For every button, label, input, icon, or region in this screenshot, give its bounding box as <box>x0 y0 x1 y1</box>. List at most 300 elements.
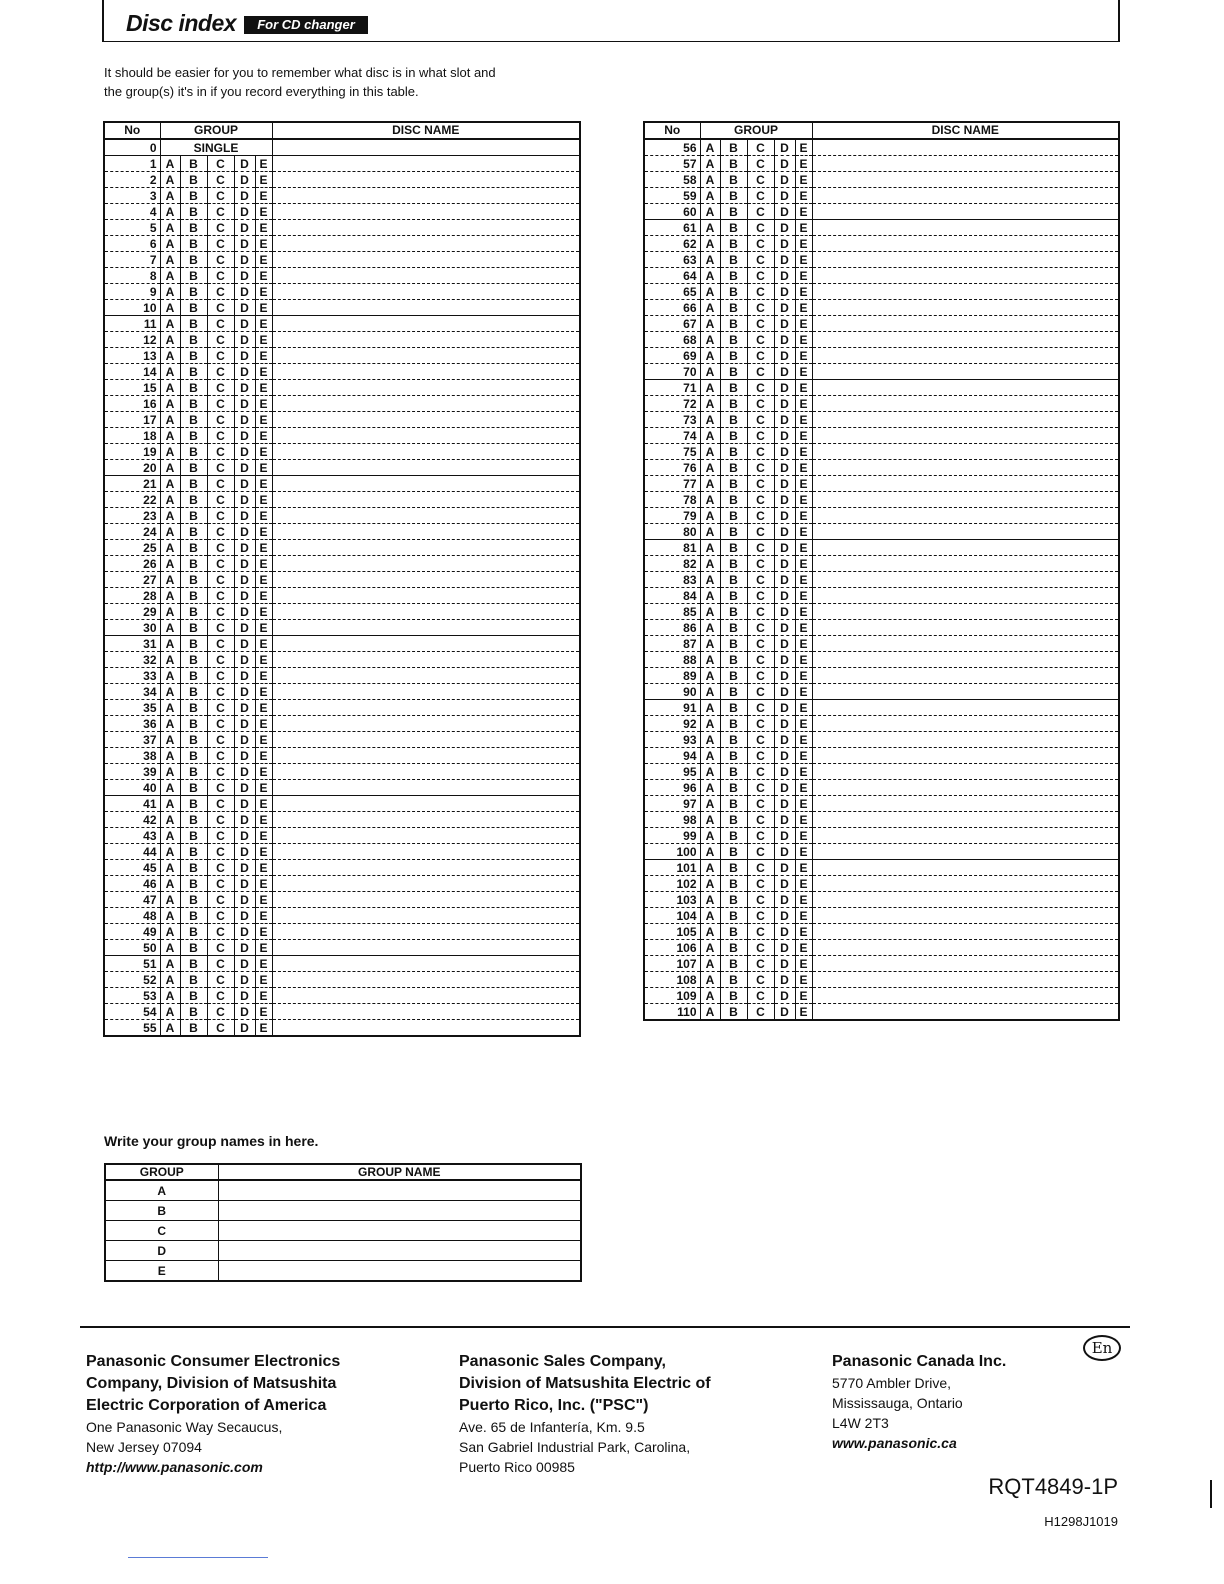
disc-name-cell[interactable] <box>272 620 580 636</box>
group-d-checkbox[interactable]: D <box>774 460 795 476</box>
disc-name-cell[interactable] <box>812 396 1119 412</box>
group-b-checkbox[interactable]: B <box>180 940 207 956</box>
group-b-checkbox[interactable]: B <box>720 684 747 700</box>
group-d-checkbox[interactable]: D <box>774 908 795 924</box>
group-c-checkbox[interactable]: C <box>207 956 234 972</box>
group-b-checkbox[interactable]: B <box>720 492 747 508</box>
group-c-checkbox[interactable]: C <box>747 348 774 364</box>
group-c-checkbox[interactable]: C <box>747 956 774 972</box>
group-e-checkbox[interactable]: E <box>795 988 812 1004</box>
group-e-checkbox[interactable]: E <box>255 220 272 236</box>
group-c-checkbox[interactable]: C <box>747 236 774 252</box>
group-e-checkbox[interactable]: E <box>255 748 272 764</box>
group-b-checkbox[interactable]: B <box>720 732 747 748</box>
group-e-checkbox[interactable]: E <box>255 636 272 652</box>
disc-name-cell[interactable] <box>272 220 580 236</box>
group-a-checkbox[interactable]: A <box>700 908 720 924</box>
group-e-checkbox[interactable]: E <box>255 940 272 956</box>
disc-name-cell[interactable] <box>272 636 580 652</box>
group-c-checkbox[interactable]: C <box>747 828 774 844</box>
disc-name-cell[interactable] <box>812 460 1119 476</box>
group-c-checkbox[interactable]: C <box>747 188 774 204</box>
group-a-checkbox[interactable]: A <box>160 444 180 460</box>
group-b-checkbox[interactable]: B <box>180 908 207 924</box>
group-a-checkbox[interactable]: A <box>700 572 720 588</box>
group-d-checkbox[interactable]: D <box>234 604 255 620</box>
group-e-checkbox[interactable]: E <box>795 316 812 332</box>
group-c-checkbox[interactable]: C <box>747 268 774 284</box>
group-a-checkbox[interactable]: A <box>700 876 720 892</box>
group-d-checkbox[interactable]: D <box>774 684 795 700</box>
disc-name-cell[interactable] <box>812 380 1119 396</box>
group-c-checkbox[interactable]: C <box>747 876 774 892</box>
group-c-checkbox[interactable]: C <box>747 540 774 556</box>
group-a-checkbox[interactable]: A <box>700 316 720 332</box>
group-d-checkbox[interactable]: D <box>774 380 795 396</box>
group-c-checkbox[interactable]: C <box>747 604 774 620</box>
group-a-checkbox[interactable]: A <box>160 796 180 812</box>
disc-name-cell[interactable] <box>812 540 1119 556</box>
group-e-checkbox[interactable]: E <box>795 460 812 476</box>
group-b-checkbox[interactable]: B <box>720 460 747 476</box>
group-d-checkbox[interactable]: D <box>234 892 255 908</box>
group-b-checkbox[interactable]: B <box>180 812 207 828</box>
group-a-checkbox[interactable]: A <box>700 444 720 460</box>
disc-name-cell[interactable] <box>812 348 1119 364</box>
group-a-checkbox[interactable]: A <box>700 972 720 988</box>
group-b-checkbox[interactable]: B <box>180 572 207 588</box>
group-c-checkbox[interactable]: C <box>207 684 234 700</box>
group-e-checkbox[interactable]: E <box>255 300 272 316</box>
group-e-checkbox[interactable]: E <box>255 668 272 684</box>
group-d-checkbox[interactable]: D <box>774 796 795 812</box>
website-link[interactable]: www.panasonic.ca <box>832 1435 957 1451</box>
disc-name-cell[interactable] <box>272 908 580 924</box>
group-d-checkbox[interactable]: D <box>234 156 255 172</box>
group-a-checkbox[interactable]: A <box>700 620 720 636</box>
group-e-checkbox[interactable]: E <box>795 252 812 268</box>
group-b-checkbox[interactable]: B <box>720 892 747 908</box>
disc-name-cell[interactable] <box>272 508 580 524</box>
group-e-checkbox[interactable]: E <box>255 556 272 572</box>
group-b-checkbox[interactable]: B <box>180 668 207 684</box>
group-e-checkbox[interactable]: E <box>255 236 272 252</box>
group-d-checkbox[interactable]: D <box>234 188 255 204</box>
disc-name-cell[interactable] <box>812 204 1119 220</box>
group-a-checkbox[interactable]: A <box>160 412 180 428</box>
group-a-checkbox[interactable]: A <box>160 236 180 252</box>
group-b-checkbox[interactable]: B <box>720 828 747 844</box>
group-e-checkbox[interactable]: E <box>795 332 812 348</box>
disc-name-cell[interactable] <box>812 332 1119 348</box>
group-a-checkbox[interactable]: A <box>160 316 180 332</box>
group-b-checkbox[interactable]: B <box>720 748 747 764</box>
group-e-checkbox[interactable]: E <box>795 684 812 700</box>
group-e-checkbox[interactable]: E <box>795 268 812 284</box>
group-e-checkbox[interactable]: E <box>795 204 812 220</box>
group-d-checkbox[interactable]: D <box>774 300 795 316</box>
group-b-checkbox[interactable]: B <box>720 988 747 1004</box>
group-e-checkbox[interactable]: E <box>795 348 812 364</box>
disc-name-cell[interactable] <box>812 924 1119 940</box>
group-b-checkbox[interactable]: B <box>180 300 207 316</box>
group-e-checkbox[interactable]: E <box>255 796 272 812</box>
group-e-checkbox[interactable]: E <box>255 972 272 988</box>
group-a-checkbox[interactable]: A <box>700 236 720 252</box>
group-a-checkbox[interactable]: A <box>700 348 720 364</box>
group-b-checkbox[interactable]: B <box>720 700 747 716</box>
group-d-checkbox[interactable]: D <box>234 396 255 412</box>
group-b-checkbox[interactable]: B <box>180 844 207 860</box>
disc-name-cell[interactable] <box>272 492 580 508</box>
group-a-checkbox[interactable]: A <box>700 716 720 732</box>
group-e-checkbox[interactable]: E <box>795 748 812 764</box>
group-b-checkbox[interactable]: B <box>180 716 207 732</box>
group-c-checkbox[interactable]: C <box>207 236 234 252</box>
group-e-checkbox[interactable]: E <box>795 636 812 652</box>
group-e-checkbox[interactable]: E <box>795 139 812 156</box>
group-a-checkbox[interactable]: A <box>700 780 720 796</box>
disc-name-cell[interactable] <box>812 684 1119 700</box>
group-a-checkbox[interactable]: A <box>160 428 180 444</box>
group-a-checkbox[interactable]: A <box>160 956 180 972</box>
group-c-checkbox[interactable]: C <box>747 524 774 540</box>
disc-name-cell[interactable] <box>812 892 1119 908</box>
group-b-checkbox[interactable]: B <box>720 908 747 924</box>
group-c-checkbox[interactable]: C <box>207 380 234 396</box>
group-a-checkbox[interactable]: A <box>160 172 180 188</box>
disc-name-cell[interactable] <box>272 396 580 412</box>
group-d-checkbox[interactable]: D <box>234 732 255 748</box>
group-e-checkbox[interactable]: E <box>255 1020 272 1037</box>
group-c-checkbox[interactable]: C <box>207 348 234 364</box>
group-b-checkbox[interactable]: B <box>180 188 207 204</box>
disc-name-cell[interactable] <box>812 412 1119 428</box>
group-a-checkbox[interactable]: A <box>160 620 180 636</box>
group-e-checkbox[interactable]: E <box>795 412 812 428</box>
group-a-checkbox[interactable]: A <box>700 860 720 876</box>
disc-name-cell[interactable] <box>812 156 1119 172</box>
group-d-checkbox[interactable]: D <box>234 764 255 780</box>
group-d-checkbox[interactable]: D <box>774 348 795 364</box>
group-c-checkbox[interactable]: C <box>207 396 234 412</box>
group-d-checkbox[interactable]: D <box>774 844 795 860</box>
disc-name-cell[interactable] <box>272 476 580 492</box>
group-b-checkbox[interactable]: B <box>720 156 747 172</box>
group-b-checkbox[interactable]: B <box>720 412 747 428</box>
group-d-checkbox[interactable]: D <box>774 1004 795 1021</box>
group-c-checkbox[interactable]: C <box>747 780 774 796</box>
disc-name-cell[interactable] <box>272 444 580 460</box>
group-c-checkbox[interactable]: C <box>747 396 774 412</box>
group-d-checkbox[interactable]: D <box>234 652 255 668</box>
group-d-checkbox[interactable]: D <box>774 332 795 348</box>
disc-name-cell[interactable] <box>812 524 1119 540</box>
group-c-checkbox[interactable]: C <box>747 556 774 572</box>
disc-name-cell[interactable] <box>272 412 580 428</box>
disc-name-cell[interactable] <box>272 844 580 860</box>
group-d-checkbox[interactable]: D <box>774 284 795 300</box>
group-b-checkbox[interactable]: B <box>720 556 747 572</box>
group-e-checkbox[interactable]: E <box>795 524 812 540</box>
disc-name-cell[interactable] <box>812 572 1119 588</box>
group-d-checkbox[interactable]: D <box>234 1004 255 1020</box>
group-d-checkbox[interactable]: D <box>774 620 795 636</box>
group-a-checkbox[interactable]: A <box>160 364 180 380</box>
group-d-checkbox[interactable]: D <box>774 220 795 236</box>
group-b-checkbox[interactable]: B <box>720 636 747 652</box>
disc-name-cell[interactable] <box>812 588 1119 604</box>
disc-name-cell[interactable] <box>812 972 1119 988</box>
disc-name-cell[interactable] <box>272 316 580 332</box>
disc-name-cell[interactable] <box>812 636 1119 652</box>
group-a-checkbox[interactable]: A <box>160 460 180 476</box>
group-c-checkbox[interactable]: C <box>747 684 774 700</box>
group-e-checkbox[interactable]: E <box>255 988 272 1004</box>
group-d-checkbox[interactable]: D <box>774 700 795 716</box>
group-a-checkbox[interactable]: A <box>160 908 180 924</box>
group-e-checkbox[interactable]: E <box>795 828 812 844</box>
group-e-checkbox[interactable]: E <box>795 540 812 556</box>
group-d-checkbox[interactable]: D <box>234 924 255 940</box>
group-a-checkbox[interactable]: A <box>700 764 720 780</box>
group-b-checkbox[interactable]: B <box>720 364 747 380</box>
group-e-checkbox[interactable]: E <box>255 764 272 780</box>
group-b-checkbox[interactable]: B <box>720 284 747 300</box>
group-e-checkbox[interactable]: E <box>795 364 812 380</box>
disc-name-cell[interactable] <box>812 764 1119 780</box>
group-c-checkbox[interactable]: C <box>747 572 774 588</box>
group-d-checkbox[interactable]: D <box>774 508 795 524</box>
group-d-checkbox[interactable]: D <box>234 668 255 684</box>
group-c-checkbox[interactable]: C <box>747 316 774 332</box>
group-a-checkbox[interactable]: A <box>160 844 180 860</box>
group-c-checkbox[interactable]: C <box>207 908 234 924</box>
disc-name-cell[interactable] <box>812 716 1119 732</box>
group-a-checkbox[interactable]: A <box>160 732 180 748</box>
group-b-checkbox[interactable]: B <box>720 796 747 812</box>
group-a-checkbox[interactable]: A <box>700 300 720 316</box>
disc-name-cell[interactable] <box>812 812 1119 828</box>
group-d-checkbox[interactable]: D <box>774 396 795 412</box>
group-e-checkbox[interactable]: E <box>795 796 812 812</box>
group-e-checkbox[interactable]: E <box>795 444 812 460</box>
disc-name-cell[interactable] <box>272 684 580 700</box>
group-d-checkbox[interactable]: D <box>234 956 255 972</box>
group-e-checkbox[interactable]: E <box>795 1004 812 1021</box>
group-c-checkbox[interactable]: C <box>747 284 774 300</box>
group-d-checkbox[interactable]: D <box>774 139 795 156</box>
group-b-checkbox[interactable]: B <box>720 620 747 636</box>
disc-name-cell[interactable] <box>812 172 1119 188</box>
group-d-checkbox[interactable]: D <box>234 876 255 892</box>
group-a-checkbox[interactable]: A <box>160 524 180 540</box>
group-e-checkbox[interactable]: E <box>255 492 272 508</box>
group-d-checkbox[interactable]: D <box>234 284 255 300</box>
group-d-checkbox[interactable]: D <box>774 156 795 172</box>
group-name-cell[interactable] <box>218 1221 581 1241</box>
group-a-checkbox[interactable]: A <box>700 139 720 156</box>
group-a-checkbox[interactable]: A <box>700 812 720 828</box>
group-a-checkbox[interactable]: A <box>160 1020 180 1037</box>
group-d-checkbox[interactable]: D <box>774 716 795 732</box>
group-d-checkbox[interactable]: D <box>774 636 795 652</box>
group-c-checkbox[interactable]: C <box>207 732 234 748</box>
group-a-checkbox[interactable]: A <box>160 684 180 700</box>
group-e-checkbox[interactable]: E <box>255 908 272 924</box>
group-a-checkbox[interactable]: A <box>160 876 180 892</box>
group-d-checkbox[interactable]: D <box>774 860 795 876</box>
group-e-checkbox[interactable]: E <box>795 300 812 316</box>
group-d-checkbox[interactable]: D <box>774 956 795 972</box>
group-c-checkbox[interactable]: C <box>747 588 774 604</box>
disc-name-cell[interactable] <box>812 508 1119 524</box>
disc-name-cell[interactable] <box>272 156 580 172</box>
group-d-checkbox[interactable]: D <box>234 300 255 316</box>
group-d-checkbox[interactable]: D <box>234 588 255 604</box>
group-d-checkbox[interactable]: D <box>234 1020 255 1037</box>
group-c-checkbox[interactable]: C <box>207 284 234 300</box>
group-e-checkbox[interactable]: E <box>795 972 812 988</box>
group-e-checkbox[interactable]: E <box>795 508 812 524</box>
group-a-checkbox[interactable]: A <box>160 588 180 604</box>
group-b-checkbox[interactable]: B <box>180 652 207 668</box>
group-c-checkbox[interactable]: C <box>747 412 774 428</box>
group-e-checkbox[interactable]: E <box>255 604 272 620</box>
group-e-checkbox[interactable]: E <box>255 252 272 268</box>
group-d-checkbox[interactable]: D <box>234 860 255 876</box>
group-b-checkbox[interactable]: B <box>180 428 207 444</box>
disc-name-cell[interactable] <box>812 476 1119 492</box>
group-b-checkbox[interactable]: B <box>180 988 207 1004</box>
group-d-checkbox[interactable]: D <box>774 204 795 220</box>
disc-name-cell[interactable] <box>272 876 580 892</box>
group-e-checkbox[interactable]: E <box>795 556 812 572</box>
group-a-checkbox[interactable]: A <box>160 396 180 412</box>
group-e-checkbox[interactable]: E <box>795 908 812 924</box>
disc-name-cell[interactable] <box>812 876 1119 892</box>
group-e-checkbox[interactable]: E <box>255 172 272 188</box>
group-c-checkbox[interactable]: C <box>207 172 234 188</box>
group-a-checkbox[interactable]: A <box>700 204 720 220</box>
group-e-checkbox[interactable]: E <box>255 716 272 732</box>
group-a-checkbox[interactable]: A <box>160 492 180 508</box>
group-d-checkbox[interactable]: D <box>234 428 255 444</box>
group-c-checkbox[interactable]: C <box>747 652 774 668</box>
disc-name-cell[interactable] <box>812 748 1119 764</box>
group-c-checkbox[interactable]: C <box>747 748 774 764</box>
group-c-checkbox[interactable]: C <box>207 1004 234 1020</box>
group-b-checkbox[interactable]: B <box>720 588 747 604</box>
group-d-checkbox[interactable]: D <box>774 428 795 444</box>
group-e-checkbox[interactable]: E <box>255 924 272 940</box>
group-d-checkbox[interactable]: D <box>234 716 255 732</box>
disc-name-cell[interactable] <box>812 139 1119 156</box>
group-b-checkbox[interactable]: B <box>180 412 207 428</box>
group-a-checkbox[interactable]: A <box>160 204 180 220</box>
group-c-checkbox[interactable]: C <box>207 716 234 732</box>
group-b-checkbox[interactable]: B <box>180 508 207 524</box>
group-b-checkbox[interactable]: B <box>720 396 747 412</box>
group-c-checkbox[interactable]: C <box>747 476 774 492</box>
group-d-checkbox[interactable]: D <box>234 220 255 236</box>
group-c-checkbox[interactable]: C <box>207 1020 234 1037</box>
group-c-checkbox[interactable]: C <box>207 844 234 860</box>
disc-name-cell[interactable] <box>812 780 1119 796</box>
group-c-checkbox[interactable]: C <box>747 764 774 780</box>
group-e-checkbox[interactable]: E <box>795 156 812 172</box>
disc-name-cell[interactable] <box>812 300 1119 316</box>
group-d-checkbox[interactable]: D <box>774 588 795 604</box>
group-a-checkbox[interactable]: A <box>700 940 720 956</box>
disc-name-cell[interactable] <box>272 956 580 972</box>
group-b-checkbox[interactable]: B <box>720 956 747 972</box>
group-a-checkbox[interactable]: A <box>700 828 720 844</box>
group-d-checkbox[interactable]: D <box>774 412 795 428</box>
group-c-checkbox[interactable]: C <box>207 652 234 668</box>
disc-name-cell[interactable] <box>812 956 1119 972</box>
group-e-checkbox[interactable]: E <box>795 620 812 636</box>
group-c-checkbox[interactable]: C <box>207 940 234 956</box>
group-b-checkbox[interactable]: B <box>720 220 747 236</box>
group-c-checkbox[interactable]: C <box>747 892 774 908</box>
group-d-checkbox[interactable]: D <box>234 796 255 812</box>
group-c-checkbox[interactable]: C <box>207 700 234 716</box>
group-e-checkbox[interactable]: E <box>255 508 272 524</box>
group-d-checkbox[interactable]: D <box>234 540 255 556</box>
group-c-checkbox[interactable]: C <box>207 780 234 796</box>
group-e-checkbox[interactable]: E <box>795 284 812 300</box>
disc-name-cell[interactable] <box>812 188 1119 204</box>
group-d-checkbox[interactable]: D <box>234 460 255 476</box>
group-b-checkbox[interactable]: B <box>180 380 207 396</box>
group-a-checkbox[interactable]: A <box>160 1004 180 1020</box>
group-b-checkbox[interactable]: B <box>720 668 747 684</box>
group-e-checkbox[interactable]: E <box>255 956 272 972</box>
group-b-checkbox[interactable]: B <box>720 860 747 876</box>
group-a-checkbox[interactable]: A <box>160 652 180 668</box>
group-d-checkbox[interactable]: D <box>234 556 255 572</box>
group-d-checkbox[interactable]: D <box>774 252 795 268</box>
group-e-checkbox[interactable]: E <box>795 652 812 668</box>
group-a-checkbox[interactable]: A <box>700 892 720 908</box>
group-d-checkbox[interactable]: D <box>774 764 795 780</box>
disc-name-cell[interactable] <box>272 524 580 540</box>
group-e-checkbox[interactable]: E <box>255 444 272 460</box>
group-b-checkbox[interactable]: B <box>720 604 747 620</box>
group-c-checkbox[interactable]: C <box>207 508 234 524</box>
group-e-checkbox[interactable]: E <box>795 492 812 508</box>
disc-name-cell[interactable] <box>812 252 1119 268</box>
group-b-checkbox[interactable]: B <box>180 620 207 636</box>
group-a-checkbox[interactable]: A <box>160 572 180 588</box>
group-e-checkbox[interactable]: E <box>795 188 812 204</box>
disc-name-cell[interactable] <box>272 812 580 828</box>
group-b-checkbox[interactable]: B <box>720 508 747 524</box>
group-c-checkbox[interactable]: C <box>207 476 234 492</box>
group-b-checkbox[interactable]: B <box>180 524 207 540</box>
group-b-checkbox[interactable]: B <box>180 588 207 604</box>
group-c-checkbox[interactable]: C <box>207 492 234 508</box>
group-c-checkbox[interactable]: C <box>207 988 234 1004</box>
group-c-checkbox[interactable]: C <box>747 812 774 828</box>
group-d-checkbox[interactable]: D <box>234 332 255 348</box>
group-b-checkbox[interactable]: B <box>720 252 747 268</box>
group-e-checkbox[interactable]: E <box>255 204 272 220</box>
group-c-checkbox[interactable]: C <box>747 940 774 956</box>
group-a-checkbox[interactable]: A <box>160 716 180 732</box>
group-d-checkbox[interactable]: D <box>774 316 795 332</box>
